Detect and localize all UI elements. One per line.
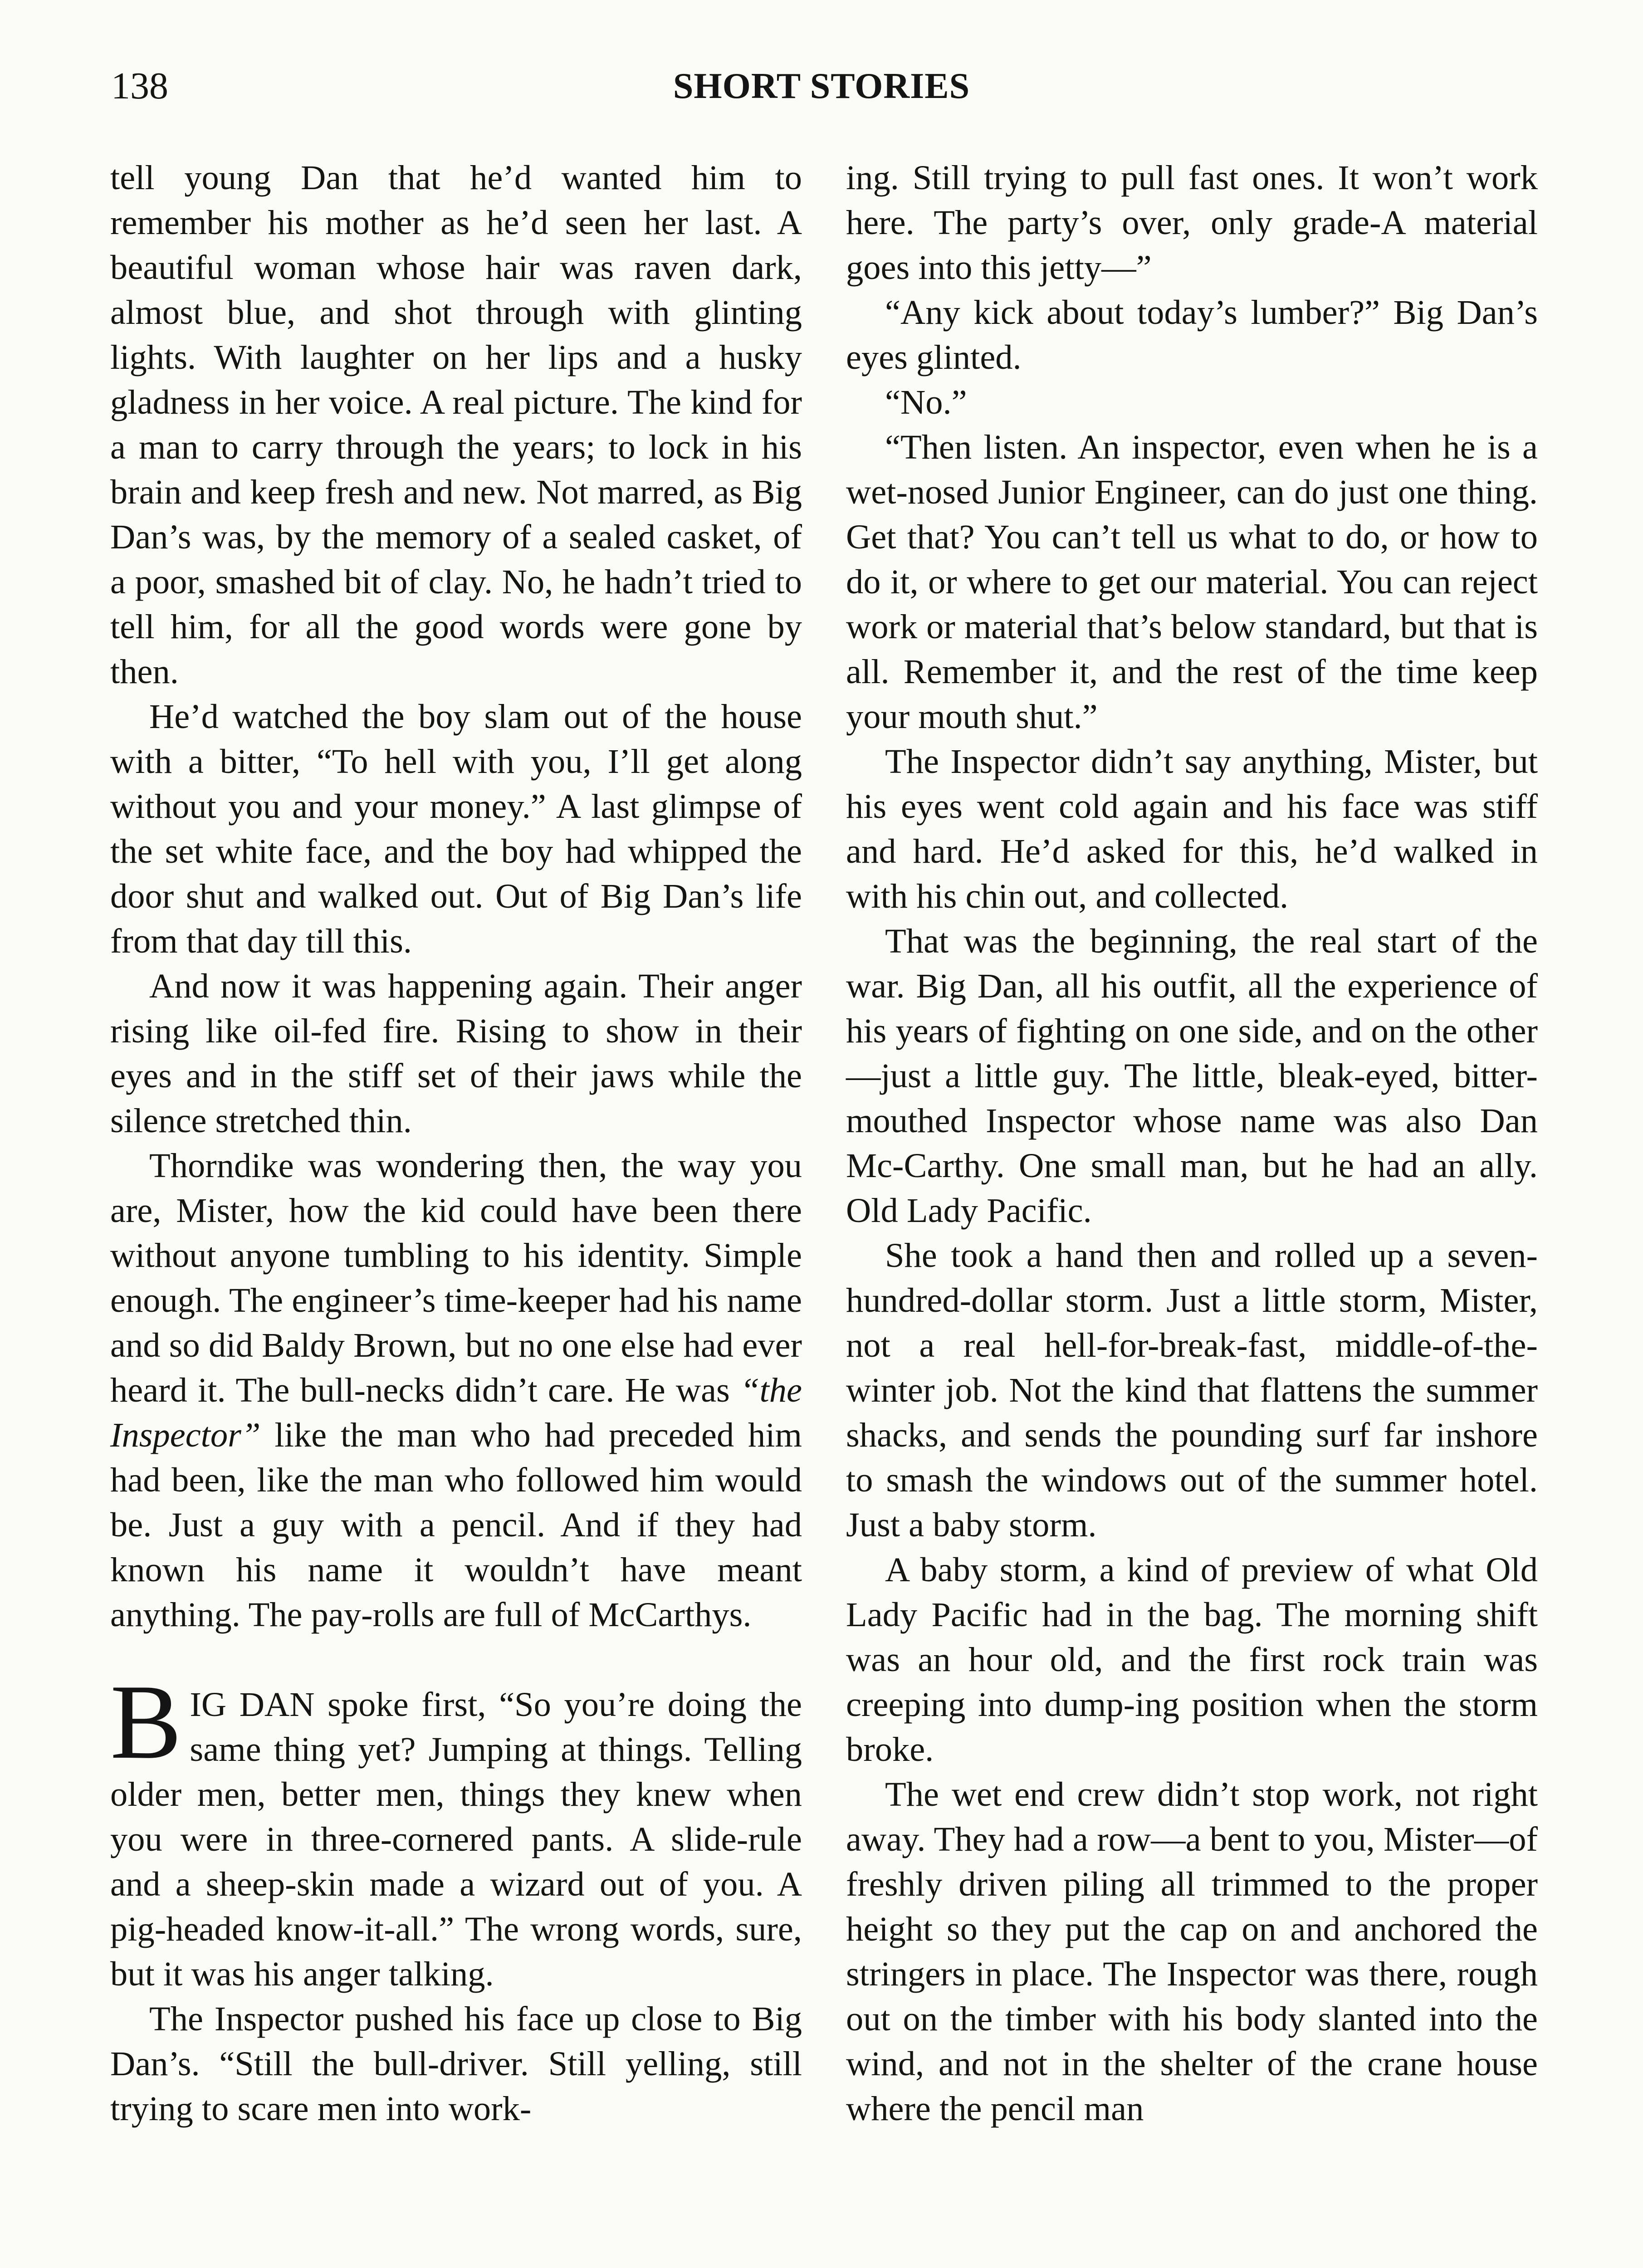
page-number: 138	[111, 65, 168, 107]
paragraph-with-drop-cap	[110, 1663, 802, 1996]
paragraph: “Any kick about today’s lumber?” Big Dan’s eyes glinted.	[846, 293, 1538, 376]
paragraph	[110, 1143, 802, 1637]
paragraph-text: like the man who had preceded him had been, like the man who followed him would be. Just a guy with a pencil. And if they had known his name it wouldn’t have meant anything. The pay-rolls are full of McCarthys.	[110, 1416, 802, 1634]
paragraph: The wet end crew didn’t stop work, not right away. They had a row—a bent to you, Mister—of freshly driven piling all trimmed to the proper height so they put the cap on and anchored the stringers in place. The Inspector was there, rough out on the timber with his body slanted into the wind, and not in the shelter of the crane house where the pencil man	[846, 1775, 1538, 2128]
left-column	[110, 155, 802, 2131]
paragraph: ing. Still trying to pull fast ones. It won’t work here. The party’s over, only grade-A material goes into this jetty—”	[846, 158, 1538, 287]
paragraph: She took a hand then and rolled up a seven-hundred-dollar storm. Just a little storm, Mister, not a real hell-for-break-fast, middle-of-the-winter job. Not the kind that flattens the summer shacks, and sends the pounding surf far inshore to smash the windows out of the summer hotel. Just a baby storm.	[846, 1236, 1538, 1544]
paragraph: A baby storm, a kind of preview of what Old Lady Pacific had in the bag. The morning shift was an hour old, and the first rock train was creeping into dump-ing position when the storm broke.	[846, 1550, 1538, 1769]
paragraph: He’d watched the boy slam out of the house with a bitter, “To hell with you, I’ll get along without you and your money.” A last glimpse of the set white face, and the boy had whipped the door shut and walked out. Out of Big Dan’s life from that day till this.	[110, 697, 802, 960]
paragraph: The Inspector pushed his face up close to Big Dan’s. “Still the bull-driver. Still yelling, still trying to scare men into work-	[110, 1999, 802, 2128]
paragraph: tell young Dan that he’d wanted him to remember his mother as he’d seen her last. A beautiful woman whose hair was raven dark, almost blue, and shot through with glinting lights. With laughter on her lips and a husky gladness in her voice. A real picture. The kind for a man to carry through the years; to lock in his brain and keep fresh and new. Not marred, as Big Dan’s was, by the memory of a sealed casket, of a poor, smashed bit of clay. No, he hadn’t tried to tell him, for all the good words were gone by then.	[110, 158, 802, 691]
paragraph: “No.”	[885, 383, 967, 421]
paragraph-text: IG DAN spoke first, “So you’re doing the same thing yet? Jumping at things. Telling older men, better men, things they knew when you were in three-cornered pants. A slide-rule and a sheep-skin made a wizard out of you. A pig-headed know-it-all.” The wrong words, sure, but it was his anger talking.	[110, 1685, 802, 1993]
paragraph: “Then listen. An inspector, even when he is a wet-nosed Junior Engineer, can do just one thing. Get that? You can’t tell us what to do, or how to do it, or where to get our material. You can reject work or material that’s below standard, but that is all. Remember it, and the rest of the time keep your mouth shut.”	[846, 428, 1538, 736]
paragraph: And now it was happening again. Their anger rising like oil-fed fire. Rising to show in their eyes and in the stiff set of their jaws while the silence stretched thin.	[110, 967, 802, 1140]
paragraph: The Inspector didn’t say anything, Mister, but his eyes went cold again and his face was stiff and hard. He’d asked for this, he’d walked in with his chin out, and collected.	[846, 742, 1538, 915]
right-column	[846, 155, 1538, 2131]
drop-cap: B	[110, 1663, 182, 1781]
paragraph-text: Thorndike was wondering then, the way you are, Mister, how the kid could have been there without anyone tumbling to his identity. Simple enough. The engineer’s time-keeper had his name and so did Baldy Brown, but no one else had ever heard it. The bull-necks didn’t care. He was	[110, 1146, 802, 1409]
paragraph: That was the beginning, the real start of the war. Big Dan, all his outfit, all the experience of his years of fighting on one side, and on the other—just a little guy. The little, bleak-eyed, bitter-mouthed Inspector whose name was also Dan Mc-Carthy. One small man, but he had an ally. Old Lady Pacific.	[846, 922, 1538, 1230]
italic-phrase: “the Inspector”	[110, 1371, 802, 1454]
running-title: SHORT STORIES	[673, 66, 970, 106]
